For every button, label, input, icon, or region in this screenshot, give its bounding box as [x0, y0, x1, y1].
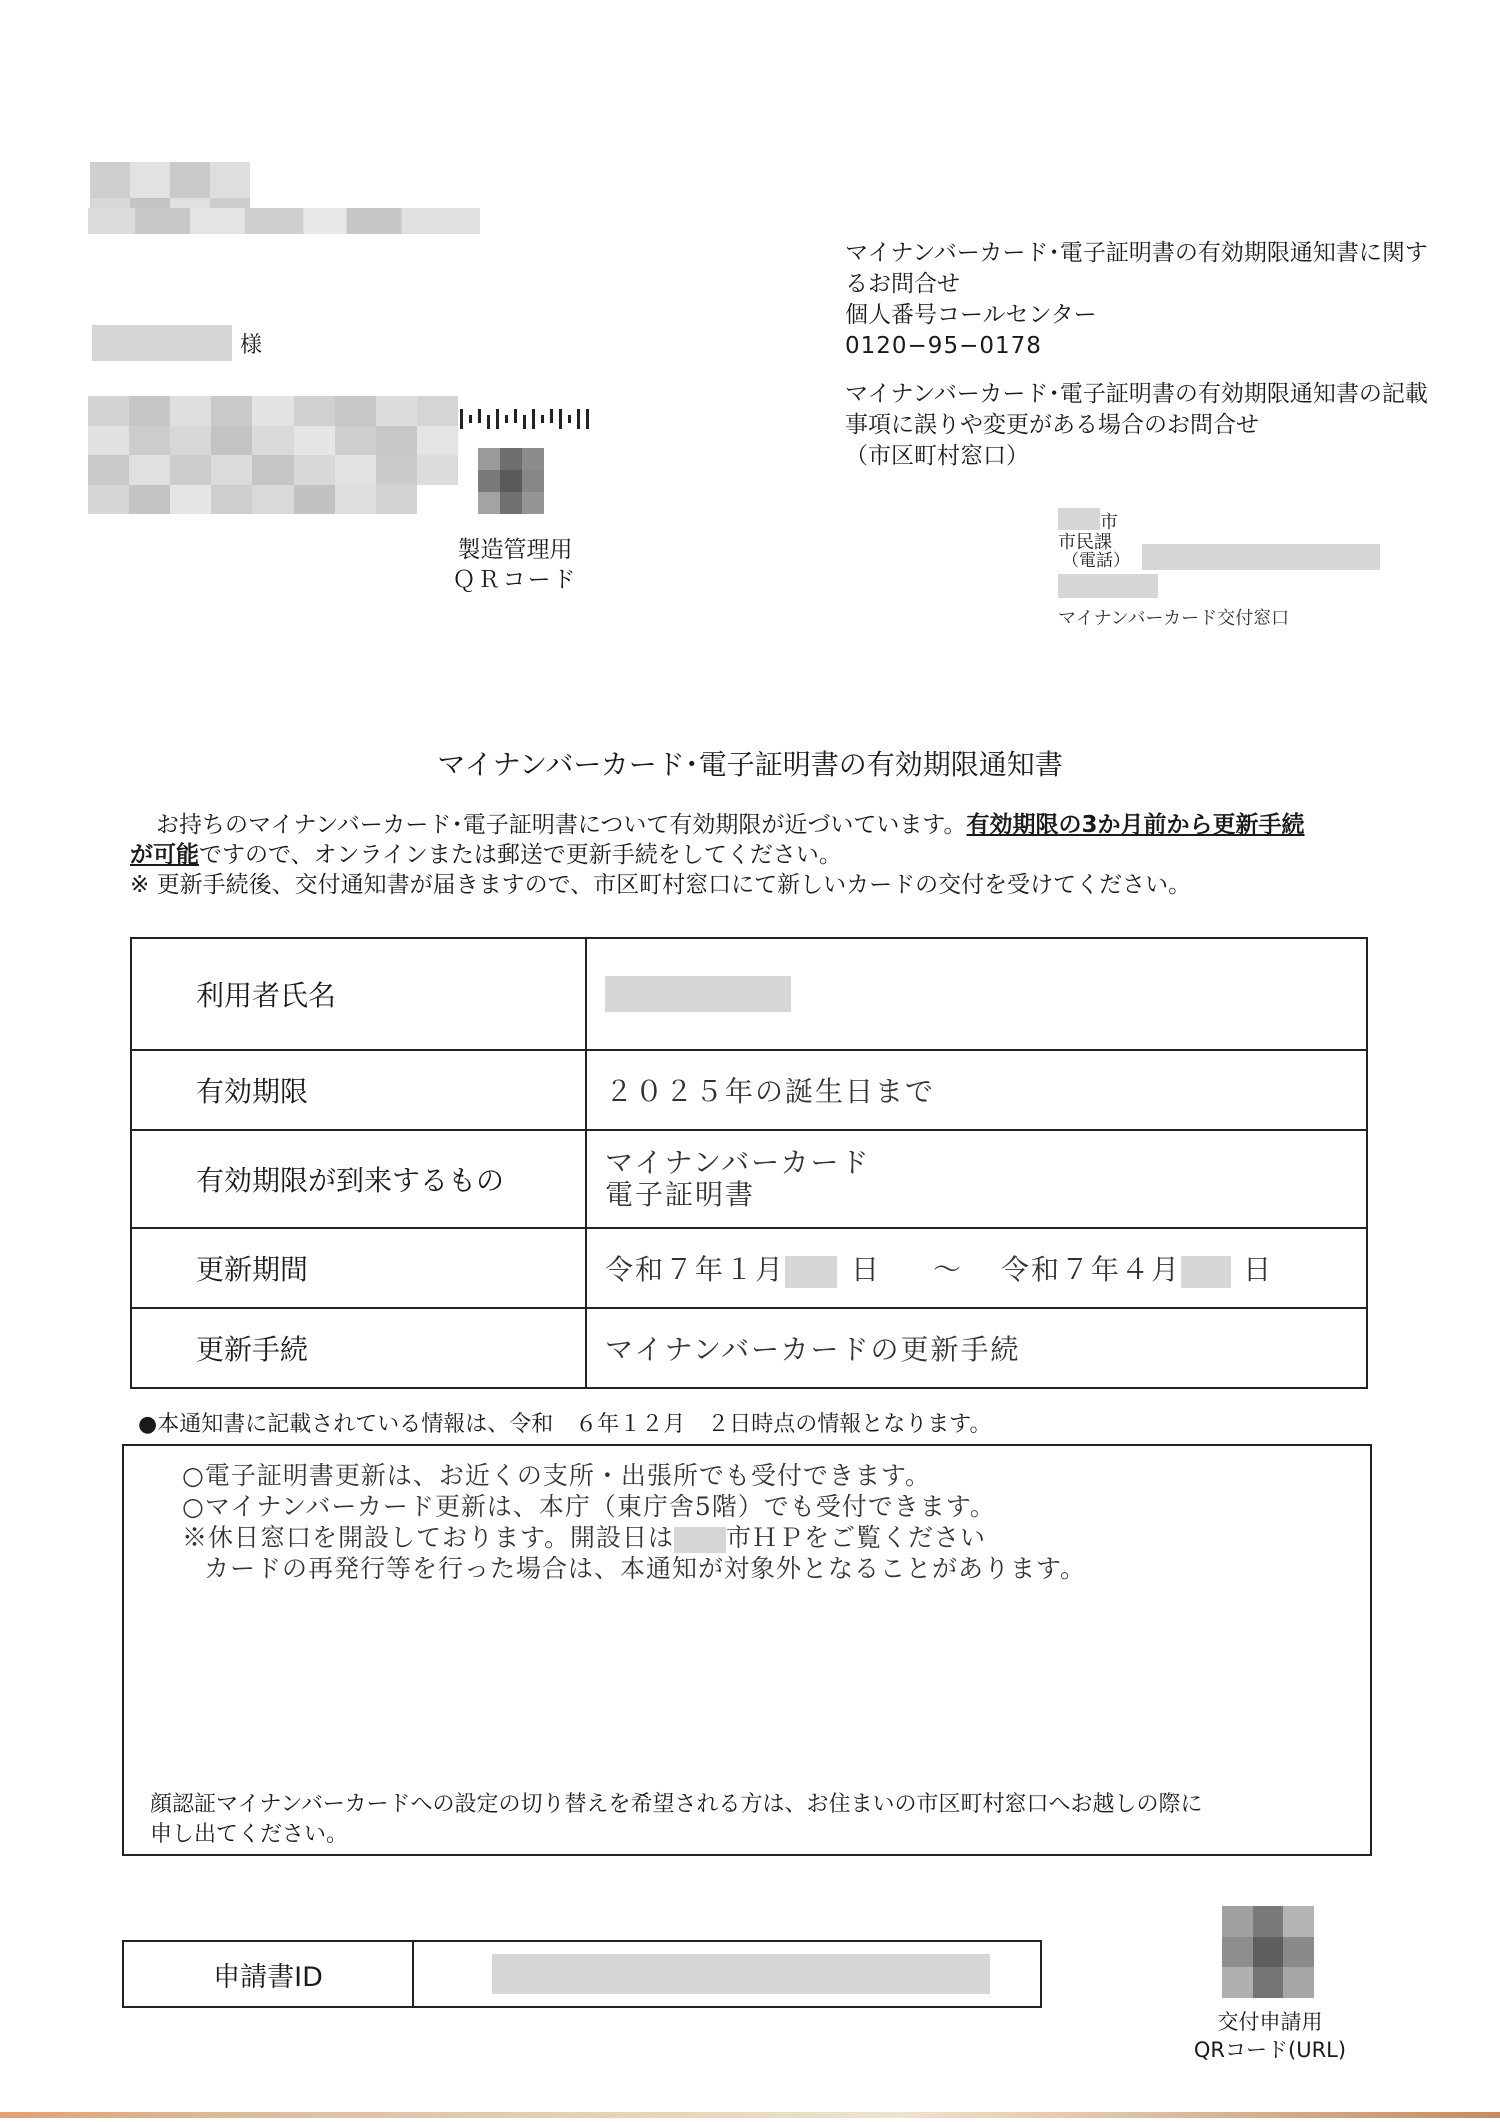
honorific: 様 [240, 333, 263, 358]
address-line-redacted [88, 208, 480, 234]
inquiry-line-2: るお問合せ [845, 271, 960, 297]
renewal-period-label: 更新期間 [131, 1228, 586, 1308]
telephone-label: （電話） [1062, 551, 1130, 571]
notice-title: マイナンバーカード･電子証明書の有効期限通知書 [437, 748, 1063, 781]
renewal-procedure-label: 更新手続 [131, 1308, 586, 1388]
intro-text-2: ですので、オンラインまたは郵送で更新手続をしてください。 [199, 842, 842, 868]
call-center-name: 個人番号コールセンター [845, 302, 1097, 328]
expiring-items-label: 有効期限が到来するもの [131, 1130, 586, 1228]
inquiry-block [845, 238, 1465, 472]
expiry-value: ２０２５年の誕生日まで [586, 1050, 1367, 1130]
inquiry-line-7: （市区町村窓口） [845, 443, 1029, 469]
call-center-phone: 0120−95−0178 [845, 333, 1042, 359]
table-row-renewal-period [131, 1228, 1367, 1308]
recipient-name-redacted [92, 325, 232, 361]
manufacturing-qr-caption: 製造管理用 ＱＲコード [452, 537, 578, 593]
user-name-redacted [605, 976, 791, 1012]
information-as-of-date: ●本通知書に記載されている情報は、令和 ６年１２月 ２日時点の情報となります。 [138, 1412, 992, 1437]
card-issuance-window: マイナンバーカード交付窓口 [1058, 608, 1290, 629]
table-row-expiry [131, 1050, 1367, 1130]
office-address-redacted [1058, 574, 1158, 598]
city-name-redacted [1058, 508, 1100, 530]
department-name: 市民課 [1058, 532, 1112, 553]
application-id-box [122, 1940, 1042, 2008]
expiry-label: 有効期限 [131, 1050, 586, 1130]
address-block-redacted [88, 396, 458, 514]
face-auth-note-2: 申し出てください。 [150, 1822, 349, 1847]
notice-table [130, 937, 1368, 1389]
renewal-period-value: 令和７年１月 日 ～ 令和７年４月 日 [586, 1228, 1367, 1308]
end-day-redacted [1181, 1256, 1231, 1288]
note-line-4: カードの再発行等を行った場合は、本通知が対象外となることがあります。 [204, 1554, 1087, 1583]
renewal-procedure-value: マイナンバーカードの更新手続 [586, 1308, 1367, 1388]
inquiry-line-5: マイナンバーカード･電子証明書の有効期限通知書の記載 [845, 381, 1428, 407]
city-suffix: 市 [1100, 512, 1118, 533]
manufacturing-qr-code-icon [478, 448, 544, 514]
application-qr-code-icon [1222, 1906, 1314, 1998]
note-line-3: ※休日窓口を開設しております。開設日は 市ＨＰをご覧ください [182, 1523, 987, 1552]
application-id-label: 申請書ID [124, 1942, 414, 2006]
table-row-renewal-procedure [131, 1308, 1367, 1388]
customer-barcode-icon [460, 403, 610, 435]
telephone-redacted [1142, 544, 1380, 570]
application-qr-caption: 交付申請用 QRコード(URL) [1193, 2010, 1347, 2062]
inquiry-line-6: 事項に誤りや変更がある場合のお問合せ [845, 412, 1259, 438]
inquiry-line-1: マイナンバーカード･電子証明書の有効期限通知書に関す [845, 240, 1428, 266]
expiring-item-certificate: 電子証明書 [605, 1178, 756, 1211]
sheet-bottom-edge [0, 2112, 1500, 2118]
intro-emphasis-1: 有効期限の3か月前から更新手続 [966, 812, 1305, 838]
notes-box [122, 1444, 1372, 1856]
application-id-redacted [492, 1954, 990, 1994]
table-row-user-name [131, 938, 1367, 1050]
note-line-2: ○マイナンバーカード更新は、本庁（東庁舎5階）でも受付できます。 [182, 1492, 996, 1521]
expiring-item-card: マイナンバーカード [605, 1146, 871, 1179]
intro-text-1: お持ちのマイナンバーカード･電子証明書について有効期限が近づいています。 [156, 812, 967, 838]
holiday-city-redacted [674, 1527, 726, 1553]
intro-text-3: ※ 更新手続後、交付通知書が届きますので、市区町村窓口にて新しいカードの交付を受けてください。 [130, 872, 1192, 898]
note-line-1: ○電子証明書更新は、お近くの支所・出張所でも受付できます。 [182, 1461, 931, 1490]
face-auth-note-1: 顔認証マイナンバーカードへの設定の切り替えを希望される方は、お住まいの市区町村窓口へお越しの際に [150, 1792, 1203, 1817]
intro-emphasis-2: が可能 [130, 842, 199, 868]
table-row-expiring-items [131, 1130, 1367, 1228]
start-day-redacted [785, 1256, 837, 1288]
user-name-label: 利用者氏名 [131, 938, 586, 1050]
notice-intro [130, 810, 1390, 900]
